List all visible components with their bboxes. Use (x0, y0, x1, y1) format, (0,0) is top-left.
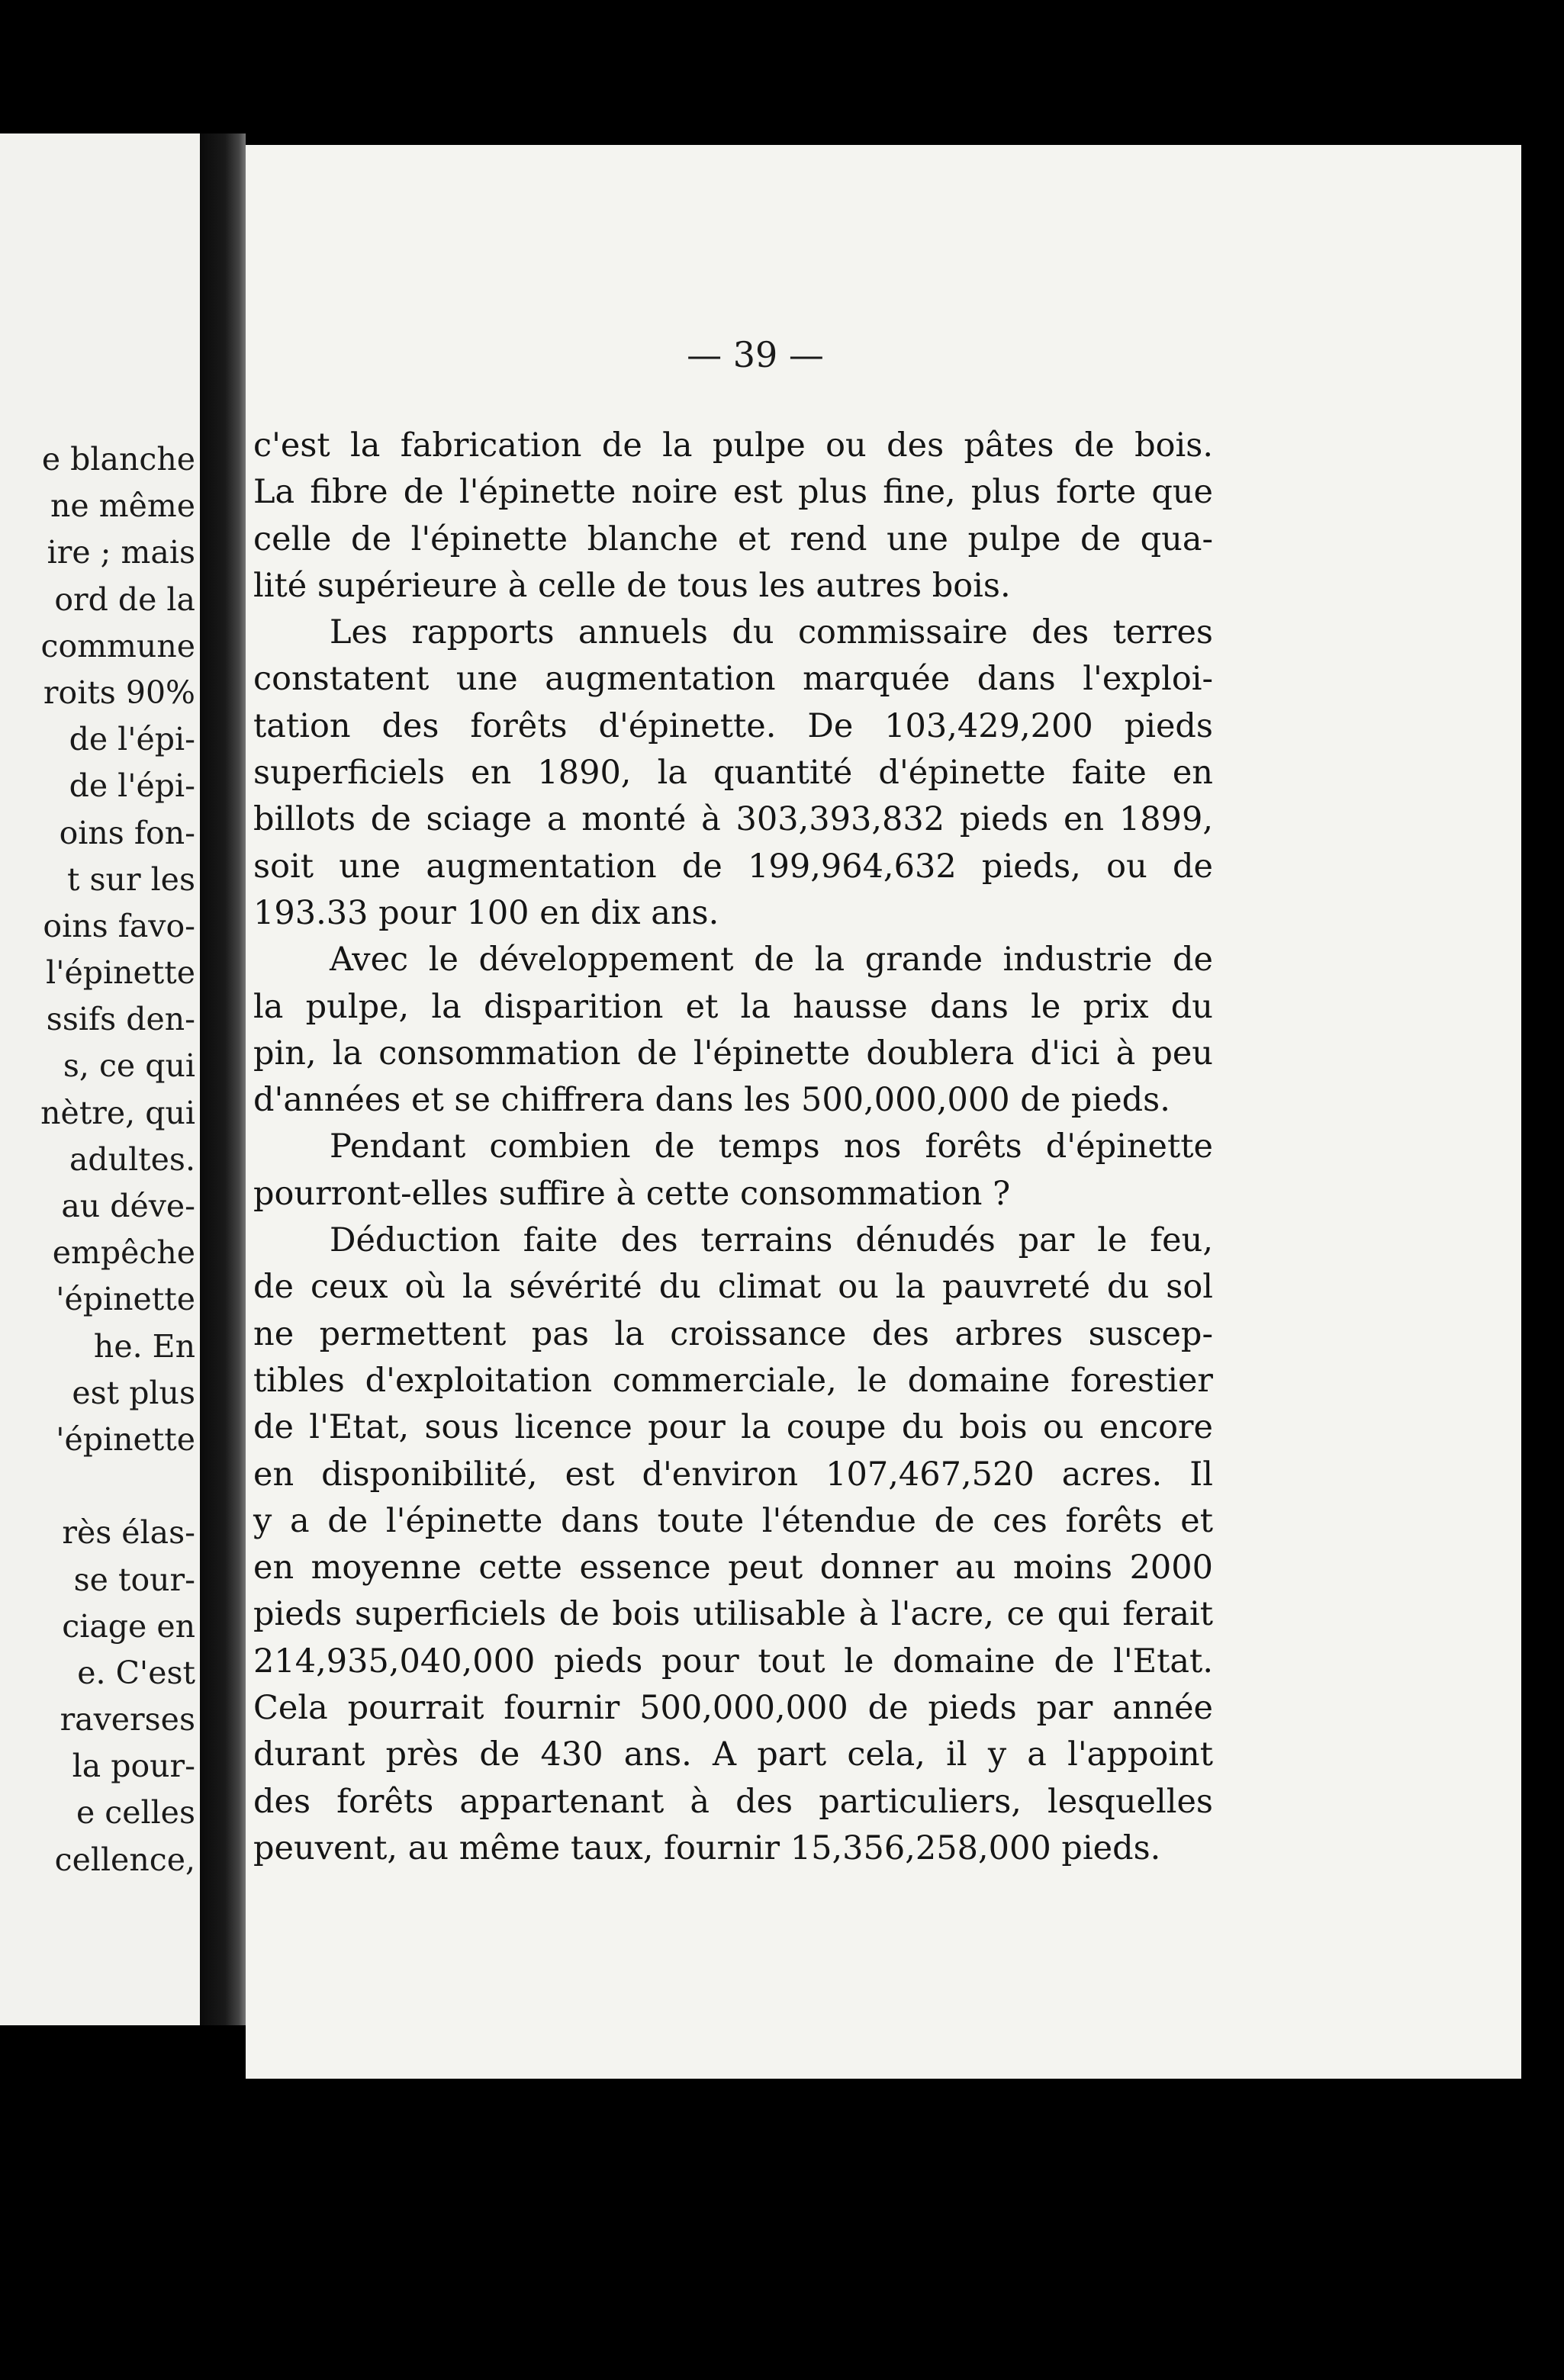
text-line: tation des forêts d'épinette. De 103,429,200 pieds (253, 706, 1213, 745)
text-line: tibles d'exploitation commerciale, le domaine forestier (253, 1361, 1213, 1400)
left-page-line: de l'épi- (69, 721, 195, 758)
left-page-line: he. En (93, 1327, 195, 1365)
left-page (0, 133, 200, 2025)
left-page-line: nètre, qui (40, 1094, 195, 1131)
text-line: lité supérieure à celle de tous les autres bois. (253, 566, 1011, 605)
text-line: Cela pourrait fournir 500,000,000 de pieds par année (253, 1689, 1213, 1728)
text-line: celle de l'épinette blanche et rend une pulpe de qua- (253, 519, 1213, 558)
left-page-line: raverses (60, 1701, 195, 1738)
text-line: billots de sciage a monté à 303,393,832 pieds en 1899, (253, 800, 1213, 839)
left-page-line: est plus (72, 1374, 195, 1411)
left-page-line: e. C'est (77, 1654, 195, 1691)
paragraph (253, 423, 1213, 609)
text-line: de l'Etat, sous licence pour la coupe du bois ou encore (253, 1408, 1213, 1447)
left-page-line: oins favo- (43, 907, 195, 944)
left-page-line: se tour- (73, 1561, 195, 1598)
text-line: 193.33 pour 100 en dix ans. (253, 893, 719, 932)
text-line: constatent une augmentation marquée dans l'exploi- (253, 660, 1213, 699)
left-page-line: l'épinette (46, 954, 195, 992)
text-line: Déduction faite des terrains dénudés par le feu, (330, 1221, 1213, 1260)
left-page-line: ord de la (54, 581, 195, 618)
text-line: Avec le développement de la grande industrie de (330, 941, 1213, 979)
text-line: ne permettent pas la croissance des arbres suscep- (253, 1314, 1213, 1353)
left-page-line (0, 1463, 195, 1510)
text-line: pourront-elles suffire à cette consommation ? (253, 1174, 1011, 1213)
text-line: pin, la consommation de l'épinette doublera d'ici à peu (253, 1034, 1213, 1073)
left-page-line: oins fon- (59, 814, 195, 851)
paragraph (253, 937, 1213, 1124)
text-line: en disponibilité, est d'environ 107,467,520 acres. Il (253, 1455, 1213, 1494)
text-line: y a de l'épinette dans toute l'étendue de ces forêts et (253, 1501, 1213, 1540)
left-page-line: ire ; mais (47, 534, 195, 571)
text-line: c'est la fabrication de la pulpe ou des pâtes de bois. (253, 426, 1213, 465)
left-page-line: 'épinette (56, 1281, 195, 1318)
left-page-line: adultes. (69, 1140, 195, 1178)
left-page-line: s, ce qui (63, 1047, 195, 1085)
text-line: en moyenne cette essence peut donner au moins 2000 (253, 1549, 1213, 1587)
left-page-line: e blanche (41, 441, 195, 478)
left-page-line: rès élas- (62, 1514, 195, 1552)
text-line: d'années et se chiffrera dans les 500,000,000 de pieds. (253, 1081, 1170, 1120)
text-line: 214,935,040,000 pieds pour tout le domaine de l'Etat. (253, 1642, 1213, 1680)
left-page-line: commune (40, 627, 195, 664)
left-page-line: roits 90% (43, 674, 195, 711)
book-spine (200, 133, 246, 2025)
left-page-line: ssifs den- (46, 1001, 195, 1038)
left-page-line: 'épinette (56, 1420, 195, 1458)
left-page-line: la pour- (72, 1748, 195, 1785)
text-line: soit une augmentation de 199,964,632 pieds, ou de (253, 847, 1213, 886)
right-page (246, 145, 1521, 2079)
paragraph (253, 1217, 1213, 1872)
left-page-line: e celles (76, 1794, 195, 1832)
text-line: Les rapports annuels du commissaire des terres (330, 613, 1213, 652)
left-page-line: empêche (52, 1234, 195, 1272)
text-line: la pulpe, la disparition et la hausse dans le prix du (253, 987, 1213, 1026)
left-page-line: t sur les (66, 860, 195, 898)
text-line: pieds superficiels de bois utilisable à l'acre, ce qui ferait (253, 1595, 1213, 1634)
paragraph (253, 1124, 1213, 1217)
text-line: Pendant combien de temps nos forêts d'épinette (330, 1127, 1213, 1166)
paragraph (253, 609, 1213, 937)
text-line: de ceux où la sévérité du climat ou la pauvreté du sol (253, 1268, 1213, 1307)
text-line: peuvent, au même taux, fournir 15,356,258,000 pieds. (253, 1828, 1161, 1867)
left-page-line: de l'épi- (69, 767, 195, 805)
left-page-line: au déve- (61, 1188, 195, 1224)
page-body (253, 423, 1213, 1872)
left-page-line: cellence, (54, 1841, 195, 1878)
text-line: superficiels en 1890, la quantité d'épinette faite en (253, 754, 1213, 793)
left-page-line: ne même (50, 487, 195, 525)
text-line: durant près de 430 ans. A part cela, il y a l'appoint (253, 1735, 1213, 1774)
text-line: La fibre de l'épinette noire est plus fine, plus forte que (253, 473, 1213, 512)
page-number: — 39 — (687, 334, 824, 375)
left-page-text (0, 436, 195, 1883)
text-line: des forêts appartenant à des particuliers, lesquelles (253, 1782, 1213, 1821)
left-page-line: ciage en (62, 1607, 195, 1645)
